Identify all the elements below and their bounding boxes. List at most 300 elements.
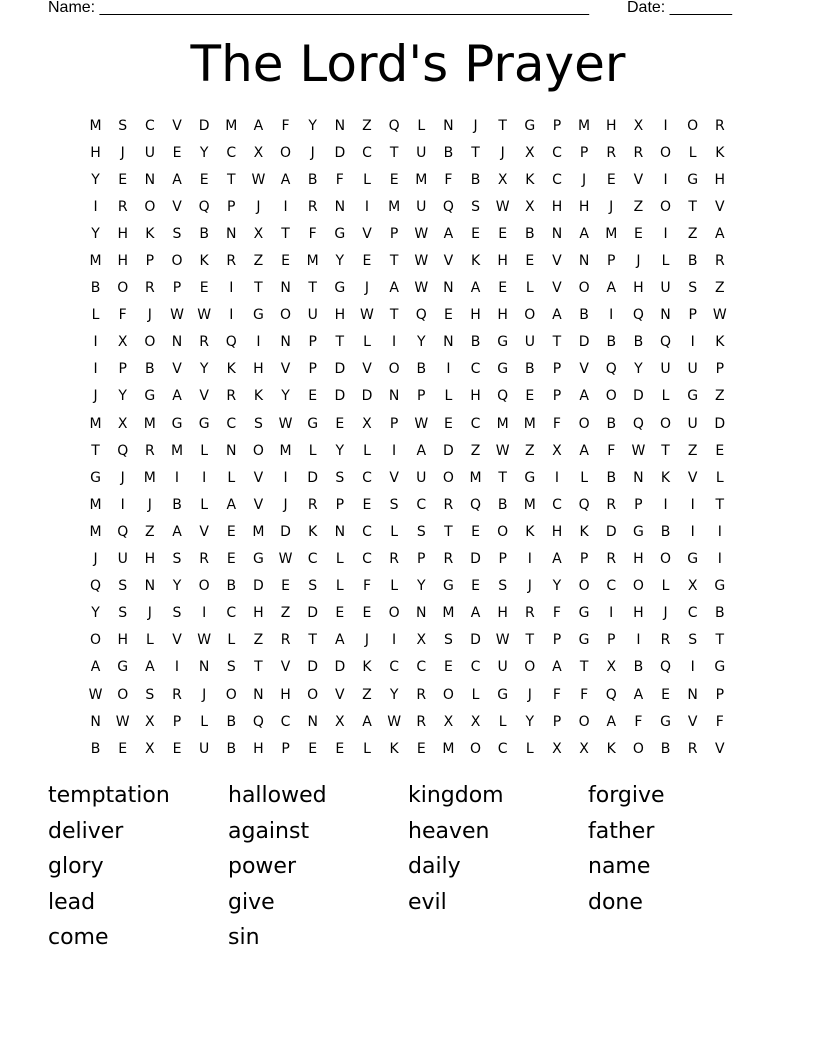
- grid-letter: H: [334, 307, 346, 324]
- grid-letter: S: [172, 551, 182, 568]
- grid-letter: A: [145, 659, 155, 676]
- grid-letter: P: [118, 361, 127, 378]
- grid-letter: T: [335, 334, 345, 351]
- grid-letter: B: [660, 523, 671, 540]
- grid-letter: I: [364, 198, 370, 215]
- grid-letter: I: [392, 632, 397, 649]
- grid-letter: C: [144, 117, 155, 134]
- grid-letter: C: [687, 605, 698, 622]
- grid-letter: I: [283, 469, 288, 486]
- grid-letter: T: [281, 225, 290, 242]
- grid-letter: S: [443, 632, 453, 649]
- grid-letter: O: [578, 415, 590, 432]
- word-bank-item: against: [228, 818, 310, 844]
- grid-letter: H: [714, 171, 726, 188]
- grid-letter: U: [416, 144, 427, 161]
- grid-letter: L: [200, 442, 209, 459]
- puzzle-title: The Lord's Prayer: [190, 35, 626, 93]
- grid-letter: W: [170, 307, 184, 324]
- grid-letter: M: [225, 117, 238, 134]
- grid-letter: I: [663, 171, 668, 188]
- grid-row: [82, 356, 734, 383]
- grid-letter: E: [172, 144, 182, 161]
- grid-letter: O: [144, 334, 156, 351]
- word-bank-item: come: [48, 925, 109, 950]
- grid-letter: R: [226, 253, 237, 270]
- grid-letter: F: [444, 171, 453, 188]
- grid-letter: V: [552, 253, 562, 270]
- word-bank-item: forgive: [588, 783, 665, 808]
- grid-letter: S: [416, 523, 426, 540]
- grid-letter: B: [660, 740, 671, 757]
- grid-letter: R: [280, 632, 291, 649]
- grid-letter: B: [145, 361, 155, 378]
- grid-letter: S: [688, 280, 698, 297]
- grid-letter: D: [307, 469, 319, 486]
- grid-letter: C: [362, 523, 372, 540]
- grid-letter: I: [93, 361, 98, 378]
- grid-letter: I: [174, 659, 180, 676]
- grid-letter: I: [690, 496, 695, 513]
- grid-letter: C: [226, 415, 237, 432]
- grid-letter: J: [527, 686, 532, 703]
- grid-letter: R: [714, 117, 725, 134]
- grid-letter: V: [687, 469, 698, 486]
- grid-letter: P: [552, 713, 562, 730]
- grid-letter: R: [226, 388, 237, 405]
- grid-letter: A: [362, 713, 372, 730]
- grid-letter: R: [117, 198, 128, 215]
- grid-letter: B: [525, 361, 535, 378]
- grid-letter: I: [717, 523, 722, 540]
- grid-letter: N: [144, 171, 156, 188]
- grid-letter: O: [252, 442, 264, 459]
- grid-letter: R: [307, 496, 318, 513]
- grid-letter: Y: [525, 713, 535, 730]
- grid-letter: E: [661, 686, 670, 703]
- grid-letter: O: [90, 632, 102, 649]
- grid-letter: S: [172, 605, 182, 622]
- grid-row: [82, 329, 734, 356]
- grid-letter: L: [363, 442, 371, 459]
- grid-letter: I: [93, 334, 98, 351]
- grid-letter: W: [414, 280, 429, 297]
- grid-letter: V: [280, 659, 291, 676]
- grid-letter: K: [715, 144, 725, 161]
- grid-letter: J: [147, 496, 152, 513]
- grid-letter: A: [470, 280, 481, 297]
- grid-letter: J: [310, 144, 315, 161]
- grid-letter: K: [362, 659, 372, 676]
- grid-letter: O: [388, 605, 400, 622]
- grid-letter: O: [578, 713, 590, 730]
- grid-letter: E: [715, 442, 725, 459]
- grid-letter: J: [582, 171, 587, 188]
- grid-letter: R: [714, 253, 725, 270]
- grid-letter: U: [660, 361, 671, 378]
- grid-letter: P: [607, 253, 616, 270]
- grid-row: [82, 491, 734, 518]
- grid-letter: P: [634, 496, 643, 513]
- grid-letter: P: [227, 198, 236, 215]
- grid-letter: H: [497, 307, 508, 324]
- grid-letter: E: [362, 605, 372, 622]
- grid-letter: X: [416, 632, 427, 649]
- word-bank-item: lead: [48, 889, 96, 915]
- grid-letter: G: [334, 225, 346, 242]
- grid-row: [82, 464, 734, 491]
- grid-letter: E: [226, 523, 236, 540]
- grid-letter: N: [307, 713, 318, 730]
- grid-letter: J: [609, 198, 614, 215]
- grid-letter: I: [392, 442, 397, 459]
- grid-letter: J: [500, 144, 505, 161]
- grid-letter: P: [552, 632, 562, 649]
- grid-letter: O: [524, 659, 536, 676]
- grid-letter: V: [172, 361, 182, 378]
- grid-letter: P: [417, 551, 426, 568]
- grid-letter: N: [334, 198, 346, 215]
- grid-letter: K: [525, 523, 535, 540]
- grid-letter: N: [253, 686, 264, 703]
- grid-letter: Y: [281, 388, 290, 405]
- grid-letter: N: [226, 225, 237, 242]
- grid-letter: X: [117, 334, 128, 351]
- grid-letter: E: [389, 171, 399, 188]
- grid-letter: N: [90, 713, 101, 730]
- grid-letter: B: [606, 334, 617, 351]
- grid-letter: B: [687, 253, 698, 270]
- grid-letter: S: [118, 605, 128, 622]
- grid-letter: S: [471, 198, 480, 215]
- grid-letter: X: [687, 578, 698, 595]
- grid-row: [82, 735, 734, 762]
- grid-letter: I: [636, 632, 641, 649]
- grid-letter: F: [362, 578, 371, 595]
- grid-letter: N: [551, 225, 563, 242]
- grid-letter: R: [524, 605, 535, 622]
- grid-letter: P: [172, 280, 182, 297]
- grid-letter: G: [714, 578, 726, 595]
- grid-letter: Y: [416, 578, 426, 595]
- grid-letter: K: [253, 388, 263, 405]
- grid-letter: H: [144, 551, 156, 568]
- grid-letter: Y: [335, 253, 345, 270]
- grid-letter: Z: [715, 388, 725, 405]
- grid-letter: C: [362, 469, 372, 486]
- grid-letter: O: [171, 253, 183, 270]
- grid-letter: I: [392, 334, 397, 351]
- grid-letter: E: [443, 307, 453, 324]
- grid-letter: X: [552, 740, 562, 757]
- grid-letter: N: [687, 686, 698, 703]
- grid-letter: M: [388, 198, 401, 215]
- grid-letter: R: [144, 442, 155, 459]
- grid-letter: K: [389, 740, 399, 757]
- grid-letter: L: [661, 388, 670, 405]
- grid-letter: D: [334, 144, 346, 161]
- grid-letter: N: [226, 442, 237, 459]
- grid-letter: A: [606, 713, 617, 730]
- grid-letter: I: [202, 469, 207, 486]
- grid-letter: Z: [633, 198, 644, 215]
- grid-letter: E: [362, 253, 372, 270]
- grid-letter: X: [335, 713, 345, 730]
- grid-letter: O: [470, 740, 482, 757]
- grid-letter: M: [279, 442, 292, 459]
- grid-letter: V: [633, 171, 644, 188]
- grid-letter: K: [226, 361, 236, 378]
- grid-letter: P: [552, 361, 562, 378]
- grid-letter: P: [417, 388, 426, 405]
- grid-letter: B: [633, 334, 644, 351]
- grid-letter: P: [579, 551, 589, 568]
- grid-letter: C: [552, 171, 562, 188]
- grid-letter: X: [525, 198, 535, 215]
- grid-letter: J: [256, 198, 261, 215]
- grid-letter: E: [281, 253, 290, 270]
- grid-letter: S: [335, 469, 345, 486]
- grid-letter: R: [199, 334, 209, 351]
- grid-letter: D: [307, 605, 319, 622]
- grid-letter: S: [118, 578, 128, 595]
- grid-letter: L: [498, 713, 507, 730]
- grid-letter: O: [632, 578, 644, 595]
- grid-letter: K: [660, 469, 671, 486]
- grid-letter: L: [580, 469, 588, 486]
- grid-letter: E: [498, 225, 508, 242]
- grid-letter: D: [714, 415, 726, 432]
- grid-letter: M: [442, 740, 455, 757]
- grid-letter: E: [308, 388, 318, 405]
- grid-letter: C: [552, 144, 562, 161]
- grid-letter: L: [417, 117, 426, 134]
- grid-letter: A: [579, 225, 589, 242]
- grid-letter: L: [444, 388, 453, 405]
- grid-letter: Z: [715, 280, 725, 297]
- grid-letter: J: [120, 144, 125, 161]
- grid-letter: M: [89, 253, 102, 270]
- grid-letter: O: [524, 307, 536, 324]
- word-bank-item: give: [228, 889, 275, 915]
- grid-letter: N: [280, 280, 291, 297]
- grid-letter: W: [115, 713, 130, 730]
- grid-letter: G: [171, 415, 183, 432]
- grid-letter: B: [606, 469, 617, 486]
- grid-letter: J: [147, 605, 152, 622]
- grid-letter: N: [280, 334, 291, 351]
- grid-letter: C: [280, 713, 291, 730]
- grid-letter: I: [609, 307, 614, 324]
- grid-letter: V: [715, 740, 725, 757]
- grid-letter: R: [606, 551, 617, 568]
- grid-letter: C: [389, 659, 399, 676]
- grid-letter: G: [442, 578, 454, 595]
- grid-letter: D: [443, 442, 454, 459]
- grid-letter: L: [145, 632, 154, 649]
- grid-letter: V: [362, 361, 372, 378]
- grid-letter: T: [715, 496, 725, 513]
- grid-letter: P: [579, 144, 589, 161]
- grid-letter: N: [443, 280, 454, 297]
- grid-letter: L: [525, 740, 534, 757]
- grid-letter: T: [579, 659, 589, 676]
- grid-letter: Y: [308, 117, 317, 134]
- word-bank-item: father: [588, 818, 655, 844]
- grid-letter: A: [172, 171, 182, 188]
- grid-letter: W: [495, 442, 510, 459]
- grid-letter: J: [636, 253, 641, 270]
- grid-letter: W: [360, 307, 374, 324]
- grid-row: [82, 546, 734, 573]
- grid-letter: O: [198, 578, 210, 595]
- grid-letter: L: [200, 713, 209, 730]
- grid-row: [82, 166, 734, 193]
- grid-letter: V: [199, 523, 209, 540]
- grid-letter: P: [389, 225, 399, 242]
- grid-letter: G: [578, 632, 590, 649]
- grid-letter: V: [253, 496, 264, 513]
- grid-letter: O: [497, 523, 509, 540]
- grid-letter: A: [552, 551, 562, 568]
- grid-letter: P: [172, 713, 182, 730]
- grid-letter: Z: [525, 442, 535, 459]
- grid-letter: O: [660, 144, 672, 161]
- grid-letter: Y: [91, 225, 100, 242]
- grid-letter: R: [389, 551, 399, 568]
- grid-letter: X: [145, 740, 155, 757]
- grid-letter: E: [471, 225, 480, 242]
- grid-letter: M: [523, 496, 536, 513]
- grid-letter: E: [416, 740, 426, 757]
- grid-letter: R: [172, 686, 182, 703]
- grid-letter: T: [498, 469, 507, 486]
- grid-letter: H: [117, 632, 128, 649]
- grid-letter: T: [389, 144, 399, 161]
- grid-letter: E: [606, 171, 616, 188]
- grid-letter: A: [389, 280, 399, 297]
- grid-letter: N: [334, 523, 346, 540]
- grid-letter: U: [497, 659, 508, 676]
- grid-letter: P: [552, 388, 562, 405]
- grid-letter: H: [253, 740, 264, 757]
- grid-letter: H: [253, 605, 264, 622]
- grid-letter: I: [609, 605, 614, 622]
- grid-letter: U: [416, 469, 427, 486]
- grid-letter: F: [715, 713, 724, 730]
- grid-letter: E: [525, 388, 535, 405]
- grid-letter: P: [552, 117, 562, 134]
- grid-letter: W: [495, 198, 510, 215]
- grid-letter: N: [388, 388, 400, 405]
- grid-letter: G: [252, 307, 264, 324]
- grid-letter: A: [579, 388, 589, 405]
- grid-letter: X: [145, 713, 155, 730]
- grid-row: [82, 627, 734, 654]
- grid-letter: B: [226, 713, 237, 730]
- grid-letter: C: [416, 496, 427, 513]
- grid-letter: M: [578, 117, 591, 134]
- grid-letter: V: [687, 713, 698, 730]
- grid-letter: M: [143, 415, 156, 432]
- grid-letter: E: [471, 523, 480, 540]
- grid-letter: M: [143, 469, 156, 486]
- grid-letter: X: [470, 713, 481, 730]
- grid-letter: H: [280, 686, 291, 703]
- grid-letter: O: [117, 280, 129, 297]
- grid-letter: Q: [198, 198, 210, 215]
- grid-letter: G: [714, 659, 726, 676]
- grid-letter: C: [362, 551, 372, 568]
- grid-letter: W: [414, 225, 429, 242]
- grid-letter: J: [93, 388, 98, 405]
- grid-letter: G: [687, 171, 699, 188]
- grid-letter: A: [253, 117, 264, 134]
- grid-letter: P: [715, 361, 725, 378]
- grid-letter: I: [717, 551, 722, 568]
- grid-letter: Q: [605, 361, 617, 378]
- grid-letter: R: [443, 551, 454, 568]
- grid-letter: Y: [552, 578, 562, 595]
- grid-letter: O: [578, 280, 590, 297]
- grid-letter: L: [91, 307, 100, 324]
- grid-letter: W: [712, 307, 727, 324]
- grid-letter: T: [498, 117, 507, 134]
- grid-letter: Z: [280, 605, 291, 622]
- grid-letter: R: [606, 496, 617, 513]
- grid-letter: L: [363, 740, 371, 757]
- grid-letter: Z: [687, 225, 698, 242]
- grid-letter: Y: [91, 605, 100, 622]
- grid-letter: X: [443, 713, 454, 730]
- grid-letter: V: [715, 198, 725, 215]
- grid-letter: Q: [578, 496, 590, 513]
- grid-letter: M: [89, 496, 102, 513]
- grid-letter: R: [443, 496, 454, 513]
- grid-letter: B: [416, 361, 427, 378]
- grid-letter: L: [661, 253, 670, 270]
- grid-letter: O: [225, 686, 237, 703]
- grid-letter: Q: [225, 334, 237, 351]
- grid-letter: H: [497, 605, 508, 622]
- grid-letter: O: [144, 198, 156, 215]
- grid-letter: L: [688, 144, 697, 161]
- grid-letter: I: [527, 551, 532, 568]
- grid-letter: H: [253, 361, 264, 378]
- grid-letter: L: [227, 632, 236, 649]
- grid-row: [82, 302, 734, 329]
- grid-letter: B: [470, 171, 481, 188]
- grid-letter: S: [498, 578, 508, 595]
- grid-letter: T: [254, 280, 263, 297]
- grid-letter: T: [444, 523, 453, 540]
- grid-letter: K: [145, 225, 155, 242]
- grid-letter: Z: [687, 442, 698, 459]
- grid-row: [82, 139, 734, 166]
- grid-letter: D: [307, 659, 319, 676]
- grid-letter: M: [442, 605, 455, 622]
- grid-letter: R: [416, 713, 427, 730]
- grid-letter: U: [416, 198, 427, 215]
- grid-letter: R: [307, 198, 318, 215]
- grid-letter: I: [663, 496, 668, 513]
- grid-letter: I: [446, 361, 451, 378]
- grid-letter: W: [251, 171, 266, 188]
- grid-letter: M: [89, 117, 102, 134]
- grid-letter: H: [633, 280, 644, 297]
- grid-letter: O: [117, 686, 129, 703]
- grid-letter: K: [606, 740, 616, 757]
